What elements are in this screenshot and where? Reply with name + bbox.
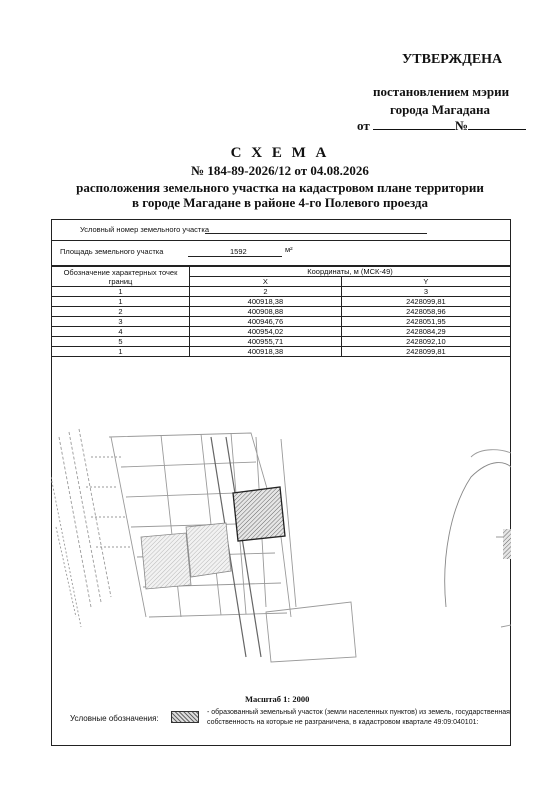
cadastral-map: [51, 356, 511, 685]
row-y: 2428099,81: [341, 297, 510, 307]
legend-text-2: собственность на которые не разграничена, в кадастровом квартале 49:09:040101:: [207, 719, 479, 726]
coordinates-table: [51, 266, 511, 357]
header-coords: Координаты, м (МСК-49): [190, 267, 511, 277]
legend-parcel-swatch: [171, 711, 199, 723]
row-x: 400954,02: [190, 327, 342, 337]
row-y: 2428099,81: [341, 347, 510, 357]
row-x: 400908,88: [190, 307, 342, 317]
row-x: 400918,38: [190, 347, 342, 357]
row-x: 400918,38: [190, 297, 342, 307]
area-label: Площадь земельного участка: [60, 247, 164, 256]
row-x: 400955,71: [190, 337, 342, 347]
map-scale: Масштаб 1: 2000: [245, 694, 310, 704]
conditional-number-label: Условный номер земельного участка: [80, 225, 209, 234]
header-point: Обозначение характерных точек границ: [52, 267, 190, 287]
row-point: 5: [52, 337, 190, 347]
row-point: 2: [52, 307, 190, 317]
col-num-2: 2: [190, 287, 342, 297]
area-value: 1592: [230, 247, 247, 256]
table-row: [52, 347, 511, 357]
approval-title: УТВЕРЖДЕНА: [402, 52, 503, 67]
legend-text-1: - образованный земельный участок (земли населенных пунктов) из земель, государственная: [207, 709, 510, 716]
col-num-1: 1: [52, 287, 190, 297]
scheme-description-1: расположения земельного участка на кадастровом плане территории: [76, 180, 484, 195]
row-y: 2428051,95: [341, 317, 510, 327]
legend-label: Условные обозначения:: [70, 714, 159, 723]
col-num-3: 3: [341, 287, 510, 297]
approval-line-1: постановлением мэрии: [373, 84, 510, 99]
area-unit: м²: [285, 245, 293, 254]
row-point: 4: [52, 327, 190, 337]
conditional-number-field: [205, 233, 427, 234]
row-x: 400946,76: [190, 317, 342, 327]
number-label: №: [454, 118, 469, 133]
number-blank: [468, 129, 526, 130]
row-point: 1: [52, 297, 190, 307]
row-y: 2428092,10: [341, 337, 510, 347]
scheme-number: № 184-89-2026/12 от 04.08.2026: [191, 163, 369, 178]
date-blank: [373, 129, 455, 130]
table-row: [52, 317, 511, 327]
row-y: 2428058,96: [341, 307, 510, 317]
table-row: [52, 337, 511, 347]
table-row: [52, 307, 511, 317]
row-point: 3: [52, 317, 190, 327]
formed-parcel: [233, 487, 285, 541]
table-row: [52, 327, 511, 337]
from-label: от: [357, 118, 370, 133]
table-row: [52, 297, 511, 307]
header-x: X: [190, 277, 342, 287]
header-y: Y: [341, 277, 510, 287]
map-drawing: [51, 357, 511, 685]
area-underline: [188, 256, 282, 257]
approval-line-2: города Магадана: [390, 102, 491, 117]
approval-date-line: [357, 118, 526, 134]
row-y: 2428084,29: [341, 327, 510, 337]
row-point: 1: [52, 347, 190, 357]
scheme-description-2: в городе Магадане в районе 4-го Полевого проезда: [131, 195, 429, 210]
scheme-title: С Х Е М А: [230, 145, 330, 161]
